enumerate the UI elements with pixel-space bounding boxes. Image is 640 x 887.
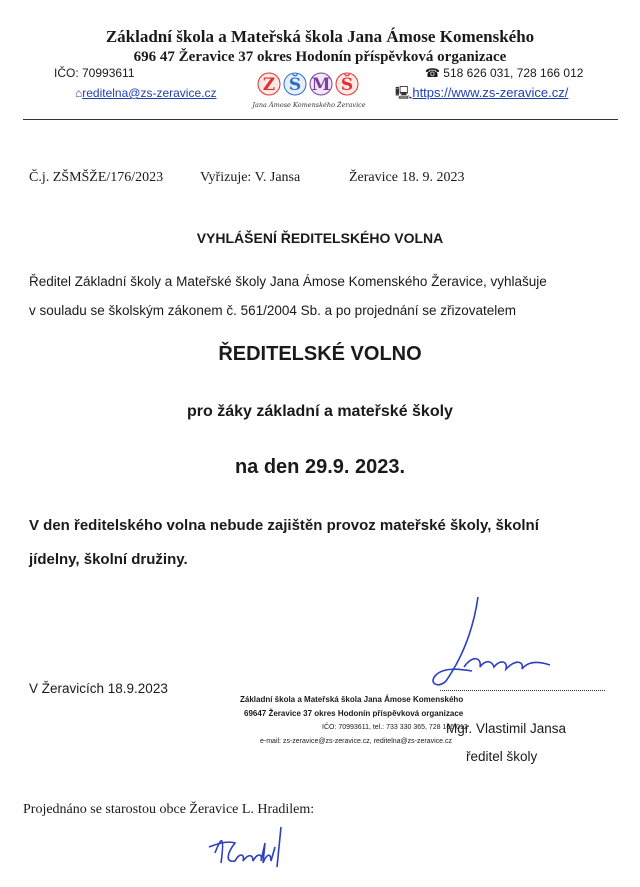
phone-icon: ☎ bbox=[425, 66, 440, 80]
notice-line-2: jídelny, školní družiny. bbox=[29, 551, 188, 568]
computer-icon: 🖳 bbox=[395, 85, 413, 100]
reference-number: Č.j. ZŠMŠŽE/176/2023 bbox=[29, 170, 164, 185]
director-signature bbox=[420, 595, 560, 690]
holiday-date: na den 29.9. 2023. bbox=[234, 456, 406, 478]
handled-by: Vyřizuje: V. Jansa bbox=[200, 170, 301, 185]
ico-number: IČO: 70993611 bbox=[54, 66, 135, 80]
announcement-heading: VYHLÁŠENÍ ŘEDITELSKÉHO VOLNA bbox=[196, 230, 444, 246]
mayor-signature bbox=[205, 823, 295, 873]
stamp-line-3: IČO: 70993611, tel.: 733 330 365, 728 166 012 bbox=[322, 724, 468, 731]
target-audience: pro žáky základní a mateřské školy bbox=[187, 403, 453, 420]
phone-info bbox=[425, 66, 583, 80]
school-logo bbox=[247, 70, 377, 112]
logo-letter: M bbox=[311, 75, 331, 95]
signature-line bbox=[440, 690, 605, 691]
logo-letter: Z bbox=[262, 75, 276, 95]
website-url: https://www.zs-zeravice.cz/ bbox=[412, 85, 569, 100]
intro-line-1: Ředitel Základní školy a Mateřské školy Jana Ámose Komenského Žeravice, vyhlašuje bbox=[29, 274, 547, 289]
school-stamp bbox=[240, 693, 468, 749]
email-address: reditelna@zs-zeravice.cz bbox=[82, 86, 217, 100]
notice-line-1: V den ředitelského volna nebude zajištěn provoz mateřské školy, školní bbox=[29, 517, 539, 534]
signature-place-date: V Žeravicích 18.9.2023 bbox=[29, 681, 168, 696]
stamp-line-1: Základní škola a Mateřská škola Jana Ámose Komenského bbox=[240, 695, 464, 704]
intro-line-2: v souladu se školským zákonem č. 561/2004 Sb. a po projednání se zřizovatelem bbox=[29, 303, 517, 318]
place-date: Žeravice 18. 9. 2023 bbox=[349, 170, 465, 185]
email-link[interactable] bbox=[75, 86, 216, 100]
stamp-line-2: 69647 Žeravice 37 okres Hodonín příspěvková organizace bbox=[244, 709, 464, 718]
logo-letter: Š bbox=[288, 75, 302, 95]
director-name: Mgr. Vlastimil Jansa bbox=[446, 721, 567, 736]
phone-numbers: 518 626 031, 728 166 012 bbox=[443, 66, 584, 80]
school-name: Základní škola a Mateřská škola Jana Ámose Komenského bbox=[105, 27, 535, 46]
main-title: ŘEDITELSKÉ VOLNO bbox=[218, 343, 422, 365]
school-logo-graphic bbox=[247, 70, 377, 112]
logo-letter: Š bbox=[340, 75, 354, 95]
header-divider bbox=[23, 119, 618, 120]
house-icon: ⌂ bbox=[75, 86, 83, 100]
mayor-approval: Projednáno se starostou obce Žeravice L. Hradilem: bbox=[23, 802, 315, 817]
logo-tagline: Jana Ámose Komenského Žeravice bbox=[252, 101, 366, 109]
school-address: 696 47 Žeravice 37 okres Hodonín příspěvková organizace bbox=[133, 49, 507, 65]
website-link[interactable] bbox=[395, 84, 568, 106]
director-role: ředitel školy bbox=[466, 749, 538, 764]
stamp-line-4: e-mail: zs-zeravice@zs-zeravice.cz, reditelna@zs-zeravice.cz bbox=[260, 738, 452, 745]
